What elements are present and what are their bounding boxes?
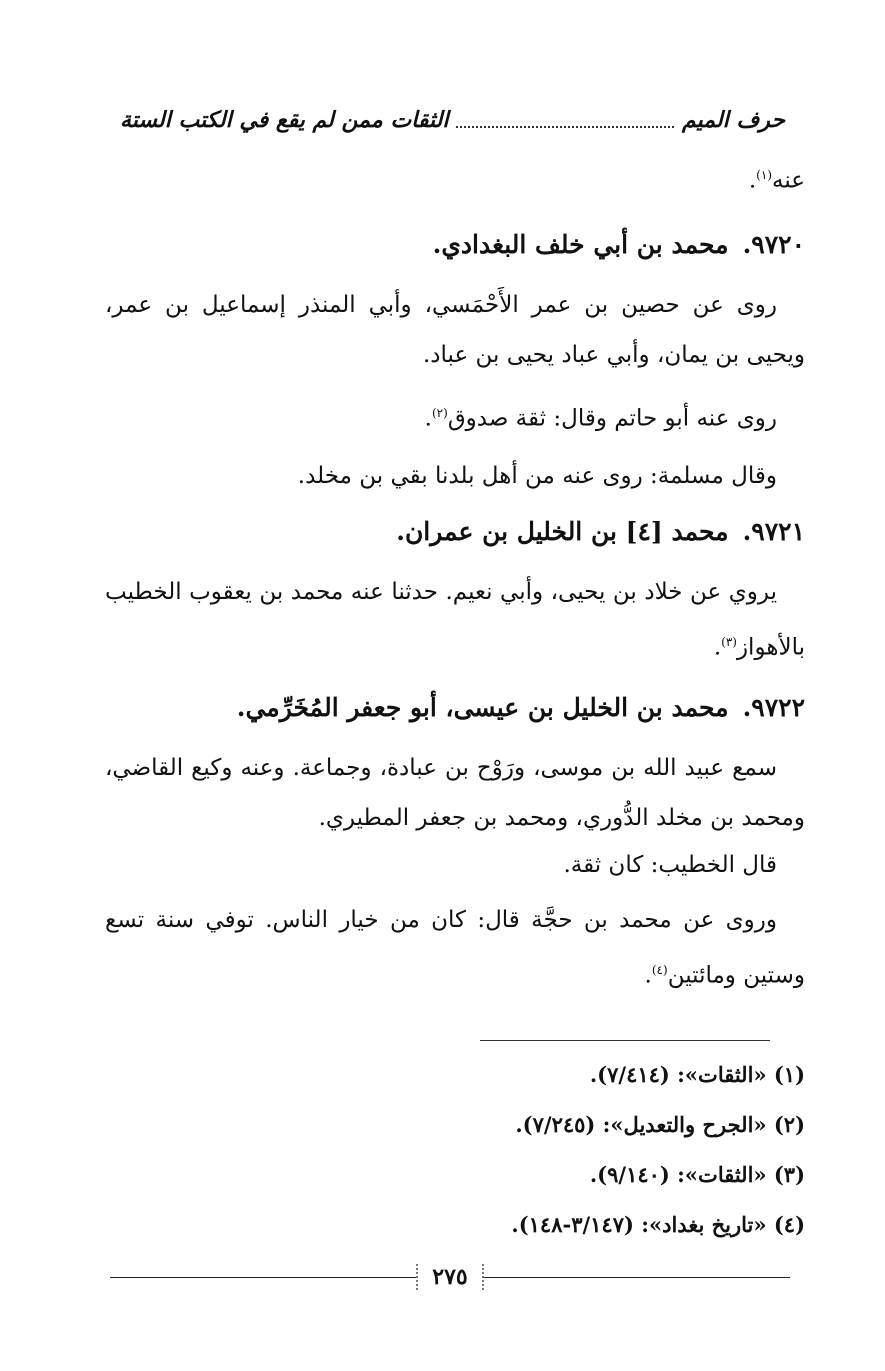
footnote-ref: (٤) [651, 962, 668, 977]
page-footer [110, 1262, 790, 1292]
entry-heading-9720 [105, 220, 805, 270]
entry-paragraph: وقال مسلمة: روى عنه من أهل بلدنا بقي بن مخلد. [297, 463, 777, 490]
footnote-ref: (١) [756, 168, 772, 182]
footnote-separator [480, 1040, 770, 1041]
entry-name: محمد بن الخليل بن عيسى، أبو جعفر المُخَرِّمي. [236, 692, 729, 722]
footnote-item: (٣) «الثقات»: (٩/١٤٠). [589, 1162, 805, 1187]
footnote-item: (١) «الثقات»: (٧/٤١٤). [589, 1062, 805, 1087]
entry-paragraph: يروي عن خلاد بن يحيى، وأبي نعيم. حدثنا عنه محمد بن يعقوب الخطيب بالأهواز$^{(٣)}$. [105, 579, 805, 661]
footer-rule-right [484, 1277, 790, 1278]
entry-name: محمد بن أبي خلف البغدادي. [432, 229, 729, 259]
entry-heading-9721 [105, 507, 805, 557]
entry-paragraph: قال الخطيب: كان ثقة. [563, 851, 777, 878]
entry-paragraph: روى عن حصين بن عمر الأَحْمَسي، وأبي المنذر إسماعيل بن عمر، ويحيى بن يمان، وأبي عباد يحيى بن عباد. [105, 291, 805, 368]
entry-heading-9722 [105, 683, 805, 733]
footnote-item: (٢) «الجرح والتعديل»: (٧/٢٤٥). [515, 1112, 805, 1137]
entry-paragraph: سمع عبيد الله بن موسى، ورَوْح بن عبادة، وجماعة. وعنه وكيع القاضي، ومحمد بن مخلد الدُّوري، ومحمد بن جعفر المطيري. [105, 754, 805, 831]
entry-name: محمد [٤] بن الخليل بن عمران. [396, 517, 729, 547]
footnote-ref: (٢) [431, 405, 448, 420]
entry-paragraph: روى عنه أبو حاتم وقال: ثقة صدوق$^{(٢)}$. [424, 405, 777, 432]
running-header [120, 100, 785, 140]
entry-number: ٩٧٢٠. [742, 229, 805, 259]
footer-rule-left [110, 1277, 416, 1278]
header-leader-dots [456, 112, 674, 128]
footnote-item: (٤) «تاريخ بغداد»: (٣/١٤٧-١٤٨). [511, 1212, 805, 1237]
page-number: ٢٧٥ [416, 1264, 483, 1290]
entry-number: ٩٧٢١. [742, 517, 805, 547]
header-book-title: الثقات ممن لم يقع في الكتب الستة [120, 107, 449, 133]
entry-number: ٩٧٢٢. [742, 692, 805, 722]
main-text [105, 150, 805, 1001]
footnote-ref: (٣) [721, 635, 737, 650]
continuation-line: عنه$^{(١)}$. [748, 167, 805, 194]
header-chapter: حرف الميم [681, 107, 785, 133]
entry-paragraph: وروى عن محمد بن حجَّة قال: كان من خيار الناس. توفي سنة تسع وستين ومائتين$^{(٤)}$. [105, 906, 805, 989]
footnotes [300, 1050, 805, 1250]
